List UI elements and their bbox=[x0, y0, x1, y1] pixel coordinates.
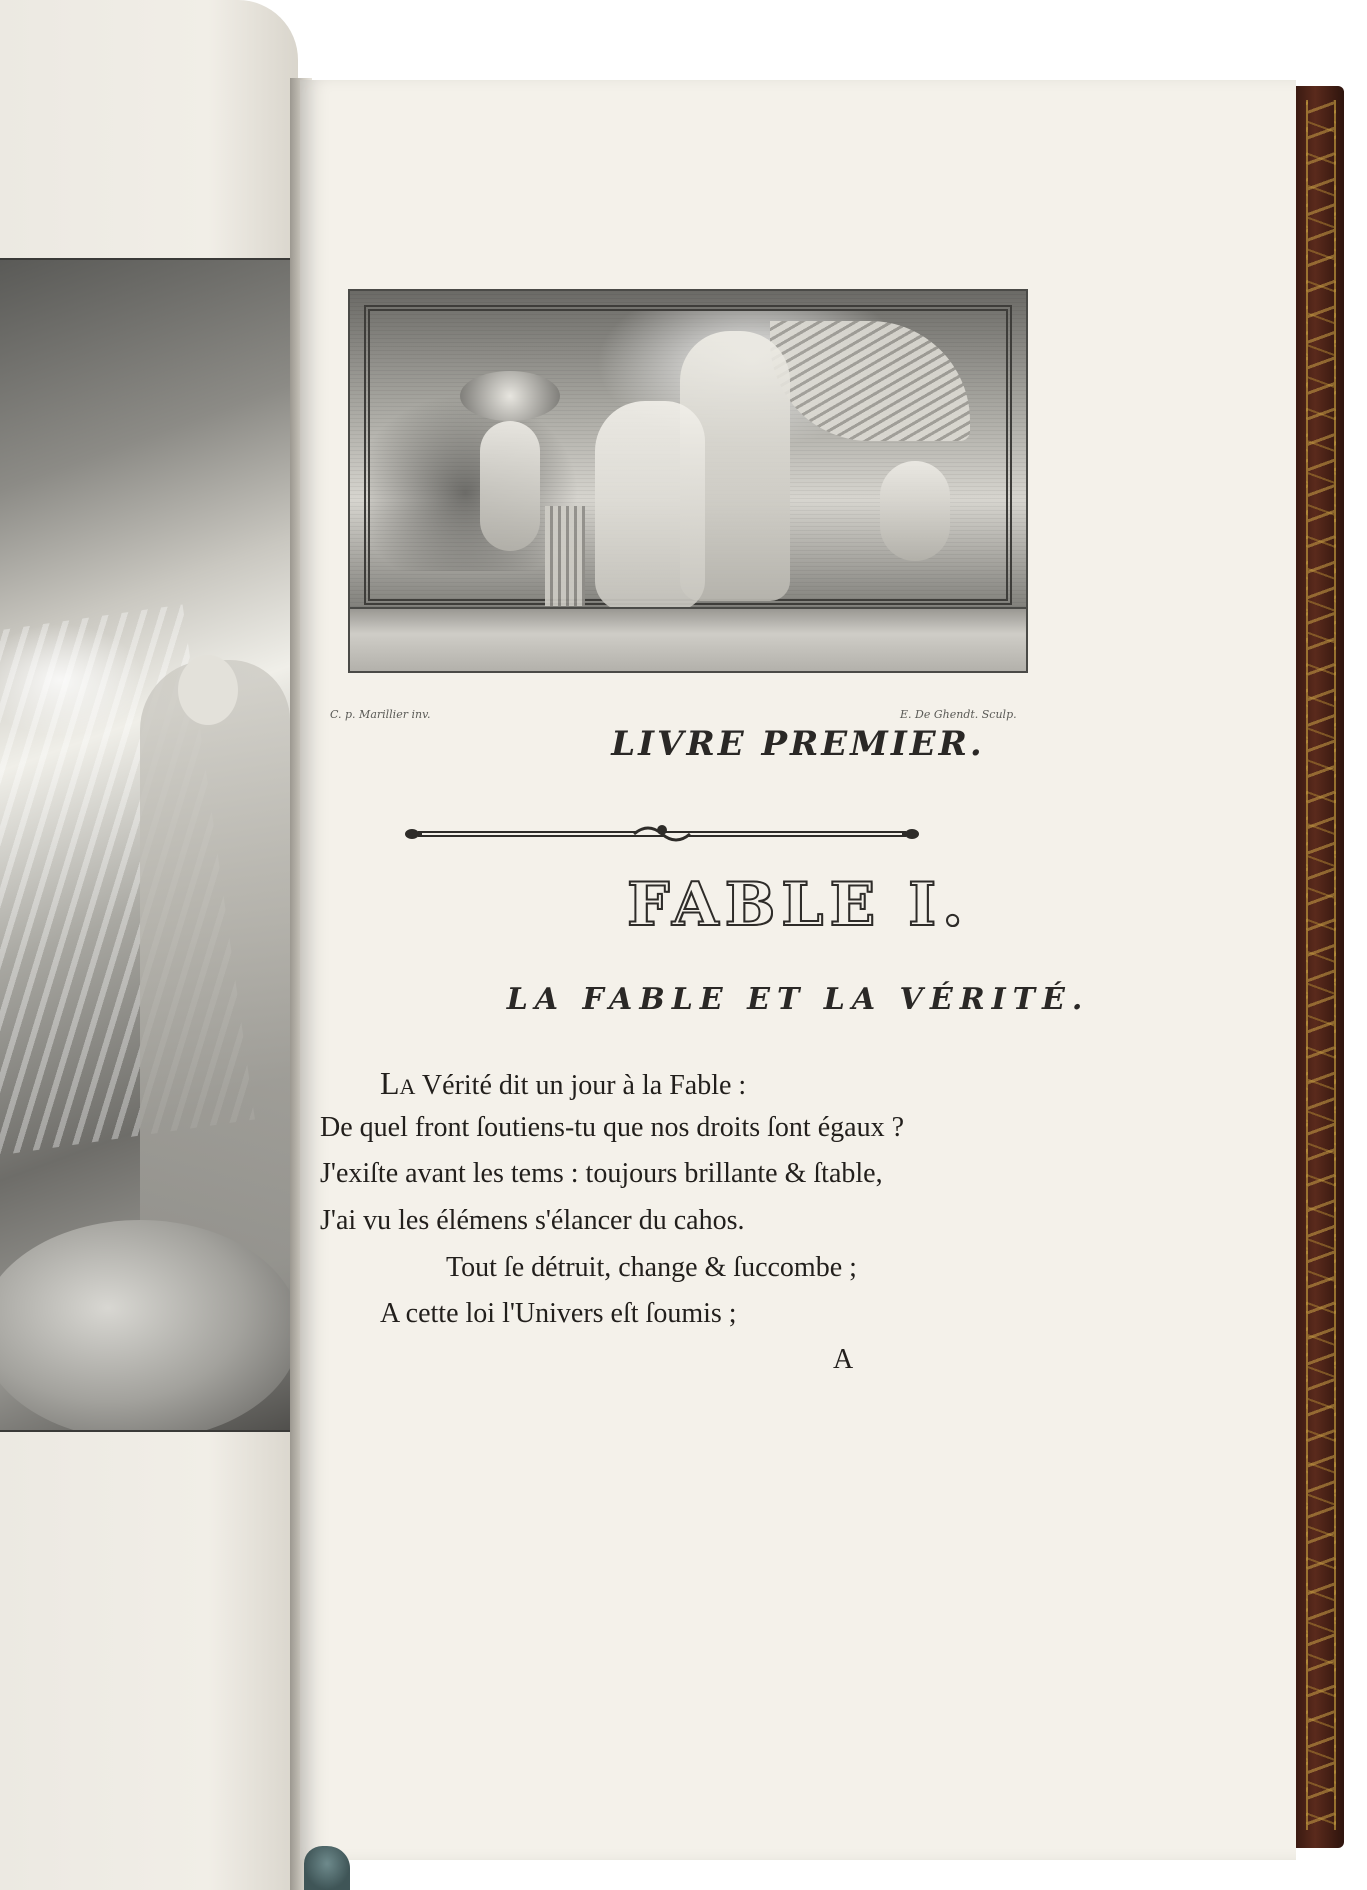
engraver-credit: E. De Ghendt. Sculp. bbox=[900, 708, 1017, 721]
fable-number: FABLE I. bbox=[626, 870, 970, 940]
left-page bbox=[0, 0, 298, 1890]
verse-line-1 bbox=[380, 1067, 746, 1100]
stone-ledge bbox=[350, 607, 1026, 671]
verse-line-4: J'ai vu les élémens s'élancer du cahos. bbox=[320, 1205, 745, 1236]
putto-left bbox=[480, 421, 540, 551]
headpiece-engraving bbox=[348, 289, 1028, 673]
verse-line-3: J'exiſte avant les tems : toujours brillante & ſtable, bbox=[320, 1158, 883, 1189]
broken-column bbox=[545, 506, 585, 606]
figure-head bbox=[178, 655, 238, 725]
truth-figure bbox=[595, 401, 705, 611]
catchword-signature: A bbox=[833, 1344, 854, 1375]
gilt-tooling bbox=[1306, 100, 1336, 1830]
fable-title: LA FABLE ET LA VÉRITÉ. bbox=[506, 982, 1090, 1017]
fruit-basket bbox=[460, 371, 560, 421]
designer-credit: C. p. Marillier inv. bbox=[330, 708, 431, 721]
winged-figure bbox=[140, 660, 290, 1300]
verse-line-2: De quel front ſoutiens-tu que nos droits ſont égaux ? bbox=[320, 1112, 904, 1143]
bookmark-ribbon bbox=[304, 1846, 350, 1890]
verse-line-5: Tout ſe détruit, change & ſuccombe ; bbox=[446, 1252, 857, 1283]
frontispiece-plate bbox=[0, 258, 302, 1432]
verse-line-1-text: Vérité dit un jour à la Fable : bbox=[415, 1070, 747, 1101]
putto-right bbox=[880, 461, 950, 561]
drop-capital: L bbox=[380, 1065, 400, 1101]
book-heading: LIVRE PREMIER. bbox=[611, 724, 985, 764]
small-capital: A bbox=[399, 1074, 416, 1099]
verse-line-6: A cette loi l'Univers eſt ſoumis ; bbox=[380, 1298, 737, 1329]
ornamental-rule bbox=[404, 824, 920, 844]
